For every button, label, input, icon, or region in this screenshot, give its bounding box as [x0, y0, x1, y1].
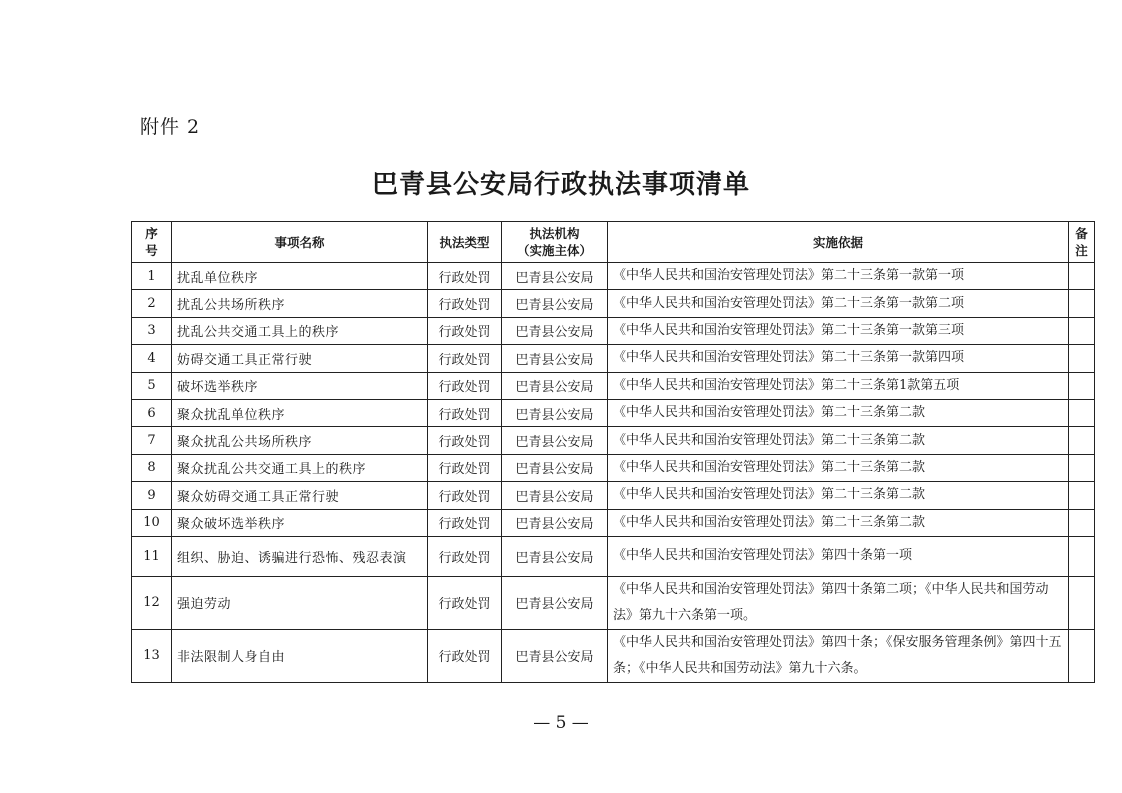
header-org: 执法机构 （实施主体） — [502, 222, 608, 263]
cell-name: 聚众破坏选举秩序 — [172, 509, 428, 536]
cell-org: 巴青县公安局 — [502, 345, 608, 372]
cell-basis: 《中华人民共和国治安管理处罚法》第二十三条第一款第二项 — [608, 290, 1069, 317]
cell-remark — [1069, 629, 1095, 682]
cell-basis: 《中华人民共和国治安管理处罚法》第二十三条第二款 — [608, 399, 1069, 426]
cell-basis: 《中华人民共和国治安管理处罚法》第二十三条第二款 — [608, 509, 1069, 536]
cell-org: 巴青县公安局 — [502, 509, 608, 536]
cell-name: 聚众扰乱公共场所秩序 — [172, 427, 428, 454]
cell-name: 破坏选举秩序 — [172, 372, 428, 399]
cell-org: 巴青县公安局 — [502, 290, 608, 317]
cell-remark — [1069, 399, 1095, 426]
cell-remark — [1069, 372, 1095, 399]
table-row — [132, 290, 1095, 317]
cell-org: 巴青县公安局 — [502, 536, 608, 576]
cell-org: 巴青县公安局 — [502, 317, 608, 344]
enforcement-items-table — [131, 221, 1095, 683]
cell-basis: 《中华人民共和国治安管理处罚法》第二十三条第1款第五项 — [608, 372, 1069, 399]
cell-no: 6 — [132, 399, 172, 426]
cell-no: 5 — [132, 372, 172, 399]
cell-type: 行政处罚 — [428, 372, 502, 399]
table-row — [132, 536, 1095, 576]
cell-remark — [1069, 290, 1095, 317]
cell-type: 行政处罚 — [428, 427, 502, 454]
cell-type: 行政处罚 — [428, 482, 502, 509]
cell-type: 行政处罚 — [428, 345, 502, 372]
cell-basis: 《中华人民共和国治安管理处罚法》第二十三条第二款 — [608, 427, 1069, 454]
cell-remark — [1069, 454, 1095, 481]
header-name: 事项名称 — [172, 222, 428, 263]
cell-no: 9 — [132, 482, 172, 509]
table-row — [132, 263, 1095, 290]
cell-org: 巴青县公安局 — [502, 454, 608, 481]
cell-basis: 《中华人民共和国治安管理处罚法》第四十条第一项 — [608, 536, 1069, 576]
cell-name: 扰乱公共场所秩序 — [172, 290, 428, 317]
table-row — [132, 317, 1095, 344]
cell-name: 聚众扰乱公共交通工具上的秩序 — [172, 454, 428, 481]
table-row — [132, 345, 1095, 372]
cell-remark — [1069, 482, 1095, 509]
page-number: — 5 — — [533, 713, 589, 733]
table-row — [132, 509, 1095, 536]
cell-type: 行政处罚 — [428, 317, 502, 344]
cell-remark — [1069, 427, 1095, 454]
cell-no: 8 — [132, 454, 172, 481]
cell-basis: 《中华人民共和国治安管理处罚法》第四十条第二项；《中华人民共和国劳动法》第九十六条第一项。 — [608, 576, 1069, 629]
cell-basis: 《中华人民共和国治安管理处罚法》第二十三条第一款第四项 — [608, 345, 1069, 372]
table-row — [132, 482, 1095, 509]
cell-org: 巴青县公安局 — [502, 482, 608, 509]
cell-name: 聚众扰乱单位秩序 — [172, 399, 428, 426]
cell-remark — [1069, 509, 1095, 536]
table-row — [132, 399, 1095, 426]
cell-type: 行政处罚 — [428, 399, 502, 426]
cell-type: 行政处罚 — [428, 576, 502, 629]
header-type: 执法类型 — [428, 222, 502, 263]
cell-type: 行政处罚 — [428, 509, 502, 536]
table-row — [132, 576, 1095, 629]
header-no: 序 号 — [132, 222, 172, 263]
cell-no: 7 — [132, 427, 172, 454]
cell-no: 10 — [132, 509, 172, 536]
table-row — [132, 427, 1095, 454]
header-basis: 实施依据 — [608, 222, 1069, 263]
cell-basis: 《中华人民共和国治安管理处罚法》第二十三条第二款 — [608, 454, 1069, 481]
cell-org: 巴青县公安局 — [502, 399, 608, 426]
attachment-label: 附件 2 — [140, 116, 201, 138]
table-row — [132, 454, 1095, 481]
cell-remark — [1069, 317, 1095, 344]
cell-name: 聚众妨碍交通工具正常行驶 — [172, 482, 428, 509]
table-row — [132, 629, 1095, 682]
cell-org: 巴青县公安局 — [502, 629, 608, 682]
cell-type: 行政处罚 — [428, 263, 502, 290]
table-header-row — [132, 222, 1095, 263]
cell-no: 2 — [132, 290, 172, 317]
cell-no: 1 — [132, 263, 172, 290]
cell-org: 巴青县公安局 — [502, 576, 608, 629]
cell-name: 强迫劳动 — [172, 576, 428, 629]
cell-org: 巴青县公安局 — [502, 372, 608, 399]
header-remark: 备 注 — [1069, 222, 1095, 263]
cell-basis: 《中华人民共和国治安管理处罚法》第二十三条第一款第三项 — [608, 317, 1069, 344]
cell-no: 3 — [132, 317, 172, 344]
cell-name: 妨碍交通工具正常行驶 — [172, 345, 428, 372]
cell-no: 4 — [132, 345, 172, 372]
cell-remark — [1069, 345, 1095, 372]
cell-remark — [1069, 536, 1095, 576]
cell-type: 行政处罚 — [428, 536, 502, 576]
cell-no: 12 — [132, 576, 172, 629]
cell-name: 扰乱公共交通工具上的秩序 — [172, 317, 428, 344]
cell-remark — [1069, 263, 1095, 290]
document-title: 巴青县公安局行政执法事项清单 — [371, 170, 750, 200]
cell-type: 行政处罚 — [428, 290, 502, 317]
cell-org: 巴青县公安局 — [502, 263, 608, 290]
cell-no: 11 — [132, 536, 172, 576]
cell-type: 行政处罚 — [428, 454, 502, 481]
cell-basis: 《中华人民共和国治安管理处罚法》第四十条；《保安服务管理条例》第四十五条；《中华人民共和国劳动法》第九十六条。 — [608, 629, 1069, 682]
cell-type: 行政处罚 — [428, 629, 502, 682]
cell-basis: 《中华人民共和国治安管理处罚法》第二十三条第二款 — [608, 482, 1069, 509]
cell-org: 巴青县公安局 — [502, 427, 608, 454]
cell-name: 非法限制人身自由 — [172, 629, 428, 682]
cell-basis: 《中华人民共和国治安管理处罚法》第二十三条第一款第一项 — [608, 263, 1069, 290]
cell-name: 组织、胁迫、诱骗进行恐怖、残忍表演 — [172, 536, 428, 576]
cell-remark — [1069, 576, 1095, 629]
cell-name: 扰乱单位秩序 — [172, 263, 428, 290]
table-row — [132, 372, 1095, 399]
cell-no: 13 — [132, 629, 172, 682]
